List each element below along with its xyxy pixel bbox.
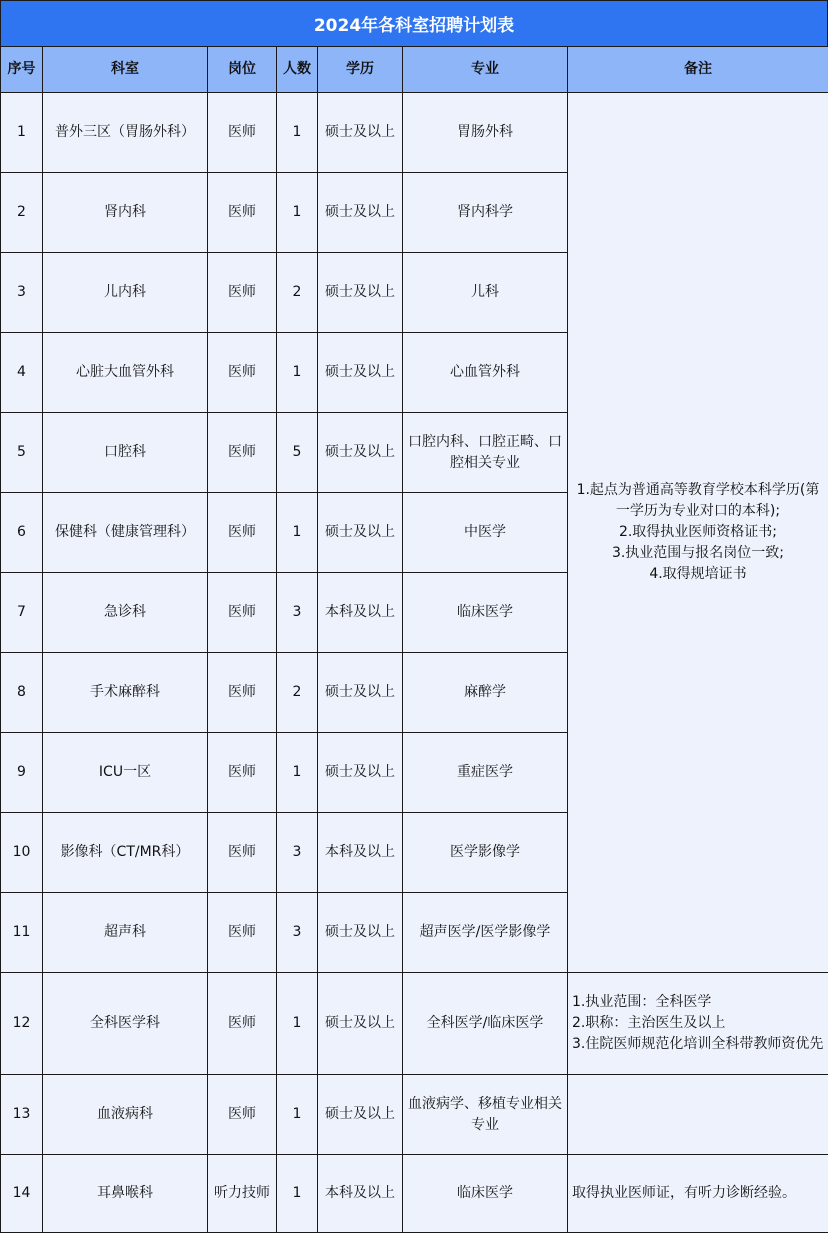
table-row [1,93,828,173]
cell-major: 血液病学、移植专业相关专业 [403,1075,568,1155]
header-no: 序号 [1,47,43,93]
cell-count: 3 [277,573,318,653]
cell-edu: 硕士及以上 [318,893,403,973]
header-major: 专业 [403,47,568,93]
cell-no: 6 [1,493,43,573]
cell-dept: 影像科（CT/MR科） [43,813,208,893]
cell-post: 医师 [208,1075,277,1155]
header-edu: 学历 [318,47,403,93]
cell-major: 超声医学/医学影像学 [403,893,568,973]
note-line: 4.取得规培证书 [649,566,747,582]
cell-post: 听力技师 [208,1155,277,1233]
cell-post: 医师 [208,573,277,653]
cell-edu: 硕士及以上 [318,93,403,173]
cell-dept: 全科医学科 [43,973,208,1075]
cell-edu: 硕士及以上 [318,413,403,493]
cell-post: 医师 [208,973,277,1075]
cell-no: 9 [1,733,43,813]
page-title: 2024年各科室招聘计划表 [0,0,828,46]
cell-major: 中医学 [403,493,568,573]
cell-dept: 肾内科 [43,173,208,253]
cell-post: 医师 [208,653,277,733]
cell-post: 医师 [208,733,277,813]
cell-major: 口腔内科、口腔正畸、口腔相关专业 [403,413,568,493]
cell-dept: 耳鼻喉科 [43,1155,208,1233]
cell-dept: 心脏大血管外科 [43,333,208,413]
header-row [1,47,828,93]
cell-edu: 本科及以上 [318,813,403,893]
cell-count: 2 [277,253,318,333]
cell-count: 3 [277,813,318,893]
recruitment-table [0,46,828,1233]
cell-edu: 硕士及以上 [318,333,403,413]
cell-major: 胃肠外科 [403,93,568,173]
cell-major: 麻醉学 [403,653,568,733]
table-row [1,973,828,1075]
header-count: 人数 [277,47,318,93]
cell-post: 医师 [208,333,277,413]
table-row [1,1155,828,1233]
cell-no: 13 [1,1075,43,1155]
cell-post: 医师 [208,173,277,253]
cell-dept: 普外三区（胃肠外科） [43,93,208,173]
cell-edu: 本科及以上 [318,1155,403,1233]
cell-no: 1 [1,93,43,173]
cell-no: 7 [1,573,43,653]
cell-post: 医师 [208,893,277,973]
cell-post: 医师 [208,93,277,173]
note-line: 2.职称：主治医生及以上 [572,1015,726,1031]
cell-count: 1 [277,493,318,573]
cell-major: 医学影像学 [403,813,568,893]
cell-count: 1 [277,1155,318,1233]
cell-dept: ICU一区 [43,733,208,813]
cell-post: 医师 [208,253,277,333]
cell-edu: 硕士及以上 [318,653,403,733]
cell-major: 临床医学 [403,1155,568,1233]
cell-edu: 硕士及以上 [318,253,403,333]
cell-no: 3 [1,253,43,333]
note-line: 1.执业范围：全科医学 [572,994,712,1010]
cell-dept: 手术麻醉科 [43,653,208,733]
note-line: 3.住院医师规范化培训全科带教师资优先 [572,1036,824,1052]
cell-no: 5 [1,413,43,493]
cell-count: 1 [277,93,318,173]
cell-count: 1 [277,973,318,1075]
cell-no: 10 [1,813,43,893]
cell-major: 儿科 [403,253,568,333]
cell-dept: 急诊科 [43,573,208,653]
cell-major: 全科医学/临床医学 [403,973,568,1075]
cell-dept: 儿内科 [43,253,208,333]
note-line: 2.取得执业医师资格证书; [618,524,778,540]
cell-no: 4 [1,333,43,413]
header-post: 岗位 [208,47,277,93]
cell-edu: 本科及以上 [318,573,403,653]
cell-no: 11 [1,893,43,973]
cell-major: 重症医学 [403,733,568,813]
cell-note-group [568,93,828,973]
cell-no: 14 [1,1155,43,1233]
cell-edu: 硕士及以上 [318,173,403,253]
note-line: 3.执业范围与报名岗位一致; [611,545,785,561]
cell-no: 8 [1,653,43,733]
table-row [1,1075,828,1155]
cell-note-row14: 取得执业医师证，有听力诊断经验。 [568,1155,828,1233]
cell-edu: 硕士及以上 [318,1075,403,1155]
cell-major: 肾内科学 [403,173,568,253]
cell-count: 5 [277,413,318,493]
cell-post: 医师 [208,813,277,893]
cell-edu: 硕士及以上 [318,493,403,573]
cell-dept: 保健科（健康管理科） [43,493,208,573]
cell-count: 1 [277,173,318,253]
cell-edu: 硕士及以上 [318,733,403,813]
cell-post: 医师 [208,493,277,573]
cell-edu: 硕士及以上 [318,973,403,1075]
cell-no: 2 [1,173,43,253]
note-line: 1.起点为普通高等教育学校本科学历(第一学历为专业对口的本科); [576,482,820,519]
cell-no: 12 [1,973,43,1075]
header-note: 备注 [568,47,828,93]
cell-count: 1 [277,1075,318,1155]
cell-major: 心血管外科 [403,333,568,413]
cell-count: 2 [277,653,318,733]
cell-count: 1 [277,333,318,413]
cell-post: 医师 [208,413,277,493]
cell-note-row13 [568,1075,828,1155]
cell-dept: 超声科 [43,893,208,973]
cell-count: 1 [277,733,318,813]
cell-major: 临床医学 [403,573,568,653]
cell-note-row12 [568,973,828,1075]
header-dept: 科室 [43,47,208,93]
cell-dept: 口腔科 [43,413,208,493]
cell-count: 3 [277,893,318,973]
cell-dept: 血液病科 [43,1075,208,1155]
